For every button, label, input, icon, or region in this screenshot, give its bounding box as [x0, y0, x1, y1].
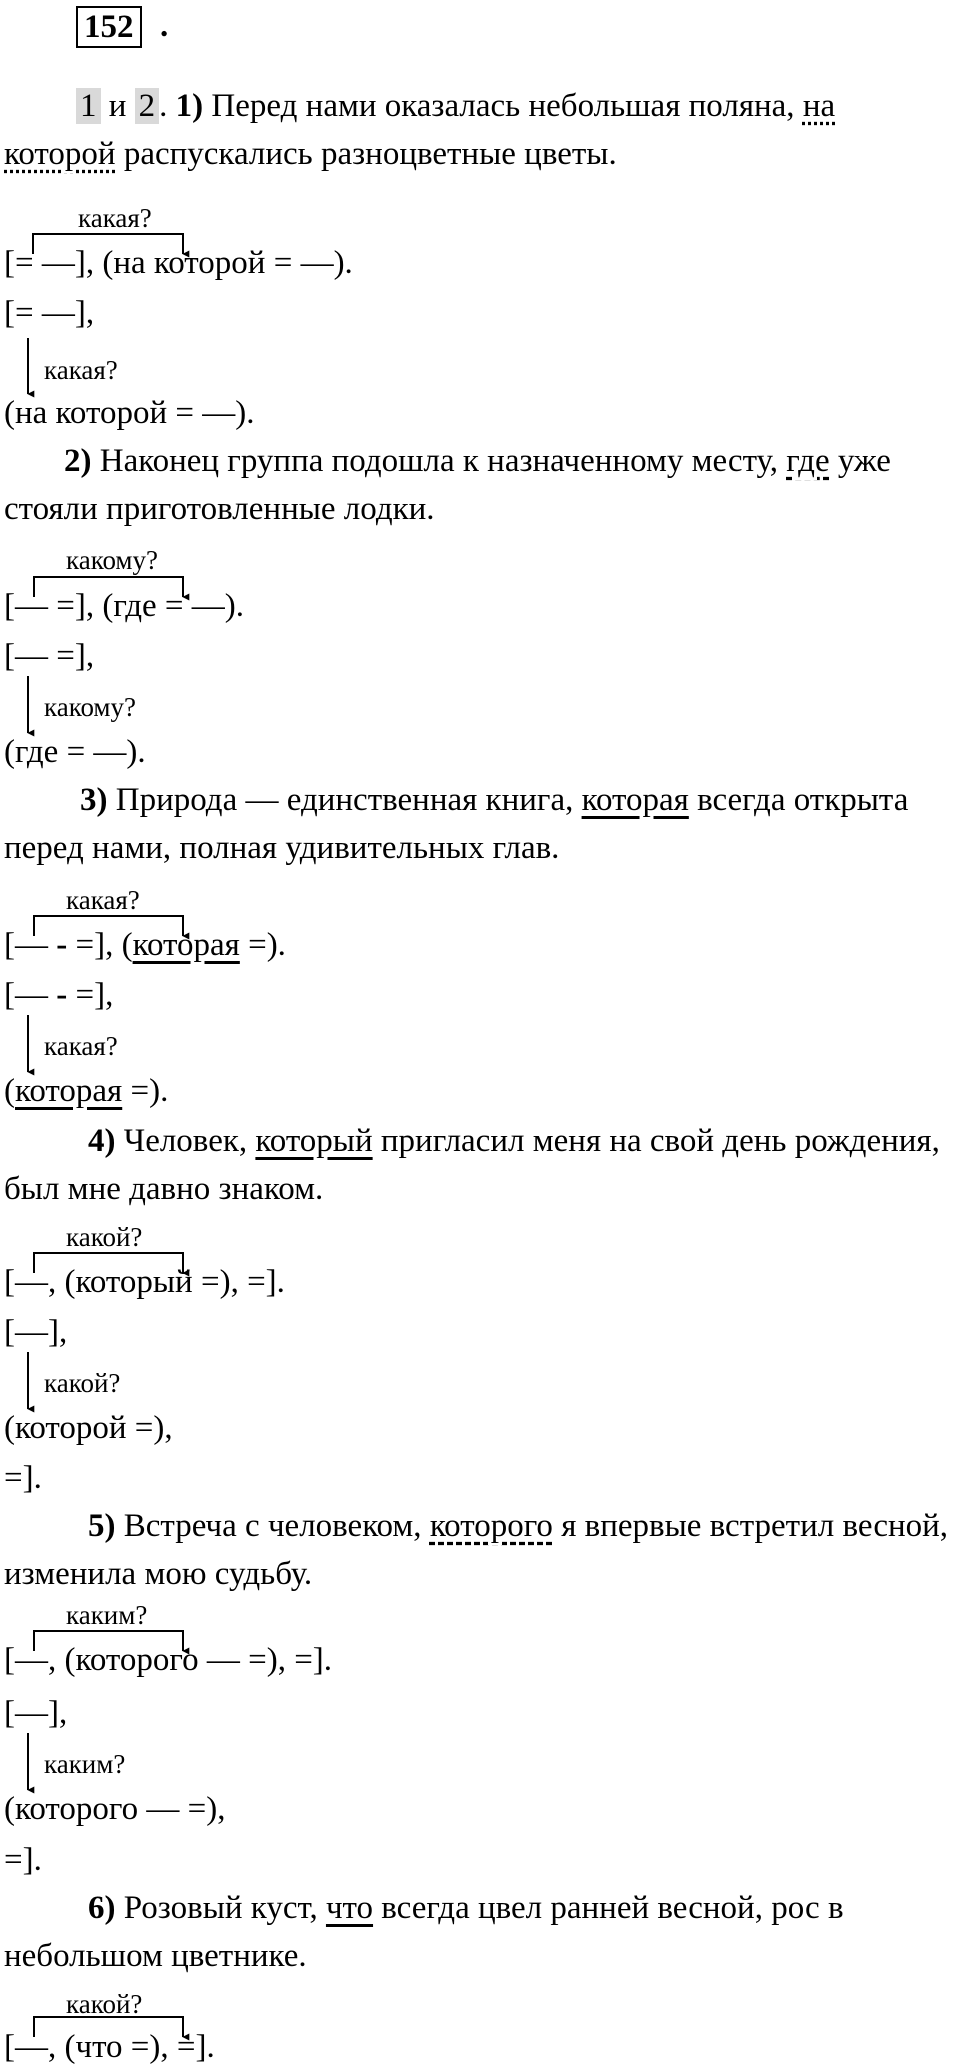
task-number: 152 — [76, 6, 142, 48]
question-label-2: какому? — [66, 545, 158, 575]
sentence-5-text-end: я впервые встретил весной, изменила мою судьбу. — [4, 1508, 949, 1592]
vertical-question-4: какой? — [44, 1368, 121, 1398]
connective-word-kotoraya: которая — [581, 782, 689, 818]
connective-word-gde: где — [786, 443, 830, 479]
scheme-vertical-2-clause: (где = —). — [4, 734, 146, 770]
sentence-1-number: 1) — [175, 88, 204, 124]
scheme-horizontal-6: [—, (что =), =]. — [4, 2029, 215, 2065]
sentence-2-text-start: Наконец группа подошла к назначенному месту, — [91, 443, 787, 479]
sentence-2-number: 2) — [64, 443, 92, 479]
vertical-question-2: какому? — [44, 692, 136, 722]
sentence-1 — [4, 82, 950, 178]
sentence-5-text-start: Встреча с человеком, — [115, 1508, 430, 1544]
scheme-vertical-5-main: [—], — [4, 1695, 68, 1731]
scheme-vertical-3-main — [4, 975, 113, 1015]
scheme-horizontal-4: [—, (который =), =]. — [4, 1264, 285, 1300]
intro-dot: . — [159, 88, 176, 124]
scheme-part: =], — [67, 977, 114, 1013]
scheme-vertical-4-clause: (которой =), — [4, 1410, 173, 1446]
scheme-dash: - — [56, 977, 68, 1013]
scheme-vertical-4-end: =]. — [4, 1460, 42, 1496]
question-label-1: какая? — [78, 203, 152, 233]
scheme-part: =], ( — [67, 927, 133, 963]
sentence-6 — [4, 1884, 950, 1980]
scheme-part: =). — [122, 1073, 169, 1109]
sentence-4-text-start: Человек, — [115, 1123, 256, 1159]
sentence-6-text-start: Розовый куст, — [115, 1890, 326, 1926]
connective-word-kotoryy: который — [255, 1123, 373, 1159]
scheme-vertical-4-main: [—], — [4, 1314, 68, 1350]
task-ref-1: 1 — [76, 88, 101, 124]
connective-word-kotoroy: которой — [4, 136, 116, 172]
sentence-4 — [4, 1117, 950, 1213]
scheme-vertical-1-clause: (на которой = —). — [4, 395, 255, 431]
scheme-vertical-3-clause: (которая =). — [4, 1073, 169, 1109]
scheme-part: [— — [4, 977, 57, 1013]
sentence-6-text-end: всегда цвел ранней весной, рос в небольшом цветнике. — [4, 1890, 844, 1974]
scheme-horizontal-5: [—, (которого — =), =]. — [4, 1642, 333, 1678]
sentence-6-number: 6) — [88, 1890, 116, 1926]
scheme-vertical-2-main: [— =], — [4, 638, 95, 674]
scheme-part: =). — [239, 927, 286, 963]
intro-and: и — [100, 88, 135, 124]
scheme-vertical-1-main: [= —], — [4, 295, 95, 331]
connective-word-chto: что — [325, 1890, 374, 1926]
scheme-part: [— — [4, 927, 57, 963]
vertical-question-1: какая? — [44, 355, 118, 385]
question-label-4: какой? — [66, 1222, 143, 1252]
scheme-vertical-5-clause: (которого — =), — [4, 1791, 226, 1827]
connective-word-na: на — [802, 88, 836, 124]
scheme-horizontal-2: [— =], (где = —). — [4, 588, 245, 624]
question-label-3: какая? — [66, 885, 140, 915]
vertical-question-3: какая? — [44, 1031, 118, 1061]
sentence-4-number: 4) — [88, 1123, 116, 1159]
task-ref-2: 2 — [135, 88, 160, 124]
sentence-4-text-end: пригласил меня на свой день рождения, был мне давно знаком. — [4, 1123, 940, 1207]
sentence-1-text-start: Перед нами оказалась небольшая поляна, — [203, 88, 803, 124]
scheme-horizontal-3 — [4, 925, 286, 965]
vertical-question-5: каким? — [44, 1749, 126, 1779]
sentence-1-text-end: распускались разноцветные цветы. — [115, 136, 617, 172]
scheme-vertical-5-end: =]. — [4, 1842, 42, 1878]
scheme-dash: - — [56, 927, 68, 963]
scheme-horizontal-1: [= —], (на которой = —). — [4, 245, 353, 281]
sentence-5 — [4, 1502, 950, 1598]
sentence-3-text-start: Природа — единственная книга, — [107, 782, 582, 818]
sentence-2 — [4, 437, 950, 533]
sentence-5-number: 5) — [88, 1508, 116, 1544]
sentence-2-text-end: уже стояли приготовленные лодки. — [4, 443, 891, 527]
connective-word-kotorogo: которого — [429, 1508, 553, 1544]
task-number-dot: . — [160, 8, 169, 44]
sentence-3-number: 3) — [80, 782, 108, 818]
sentence-3-text-end: всегда открыта перед нами, полная удивительных глав. — [4, 782, 909, 866]
scheme-word-kotoraya: которая — [15, 1073, 123, 1109]
question-label-6: какой? — [66, 1989, 143, 2019]
sentence-3 — [4, 776, 950, 872]
scheme-word-kotoraya: которая — [132, 927, 240, 963]
question-label-5: каким? — [66, 1600, 148, 1630]
